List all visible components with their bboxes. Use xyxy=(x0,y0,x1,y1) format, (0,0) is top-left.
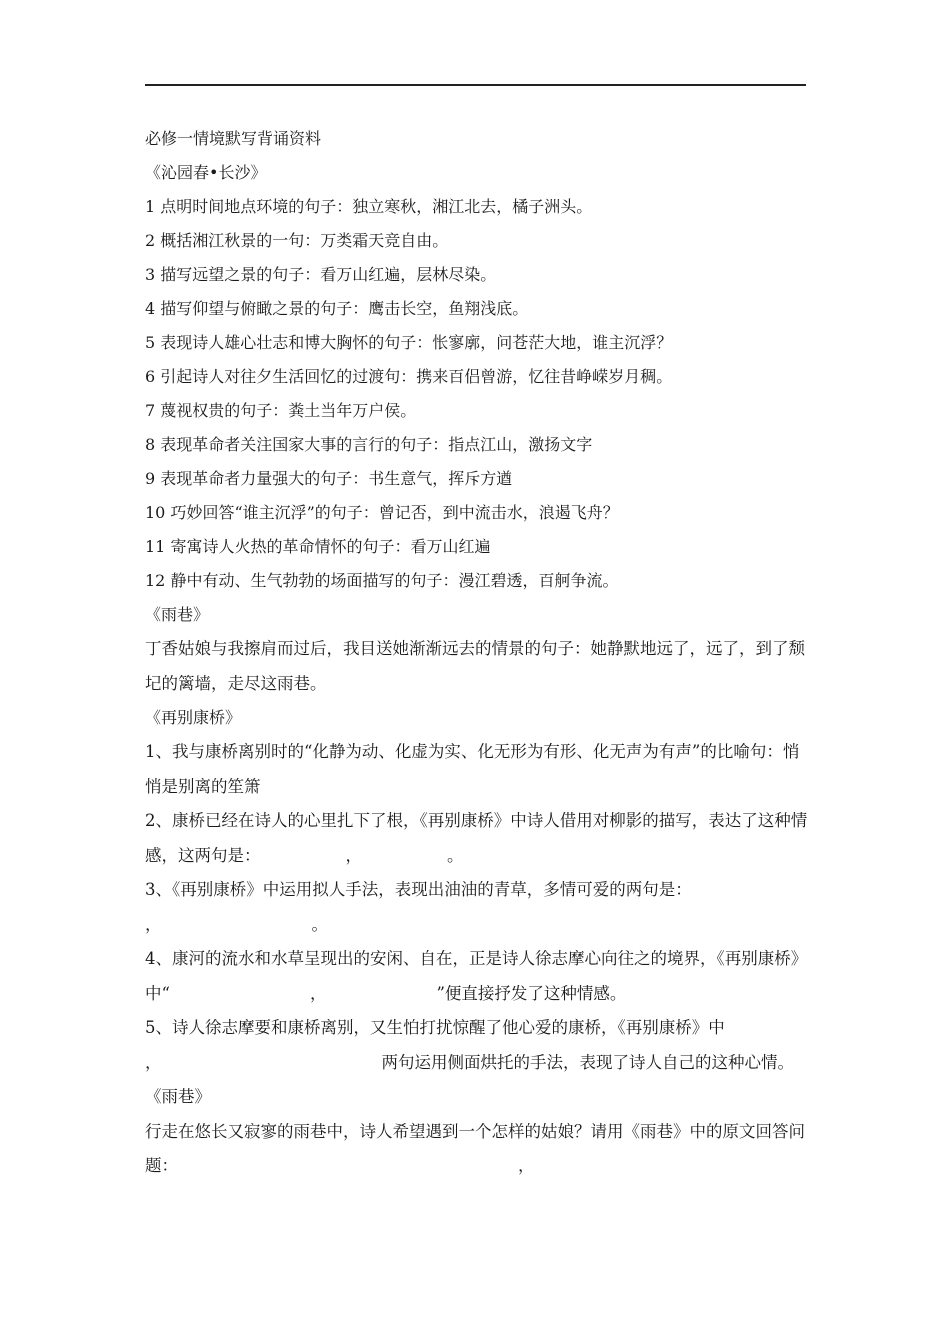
list-item: 10 巧妙回答“谁主沉浮”的句子：曾记否，到中流击水，浪遏飞舟？ xyxy=(145,503,619,522)
blank-separator: ， xyxy=(309,983,327,1003)
question-3 xyxy=(145,873,810,942)
paragraph-yuxiang: 丁香姑娘与我擦肩而过后，我目送她渐渐远去的情景的句子：她静默地远了，远了，到了颓圮的篱墙，走尽这雨巷。 xyxy=(145,639,805,693)
question-text: 行走在悠长又寂寥的雨巷中，诗人希望遇到一个怎样的姑娘？请用《雨巷》中的原文回答问题： xyxy=(145,1121,805,1175)
question-text: 3、《再别康桥》中运用拟人手法，表现出油油的青草，多情可爱的两句是： xyxy=(145,880,692,899)
list-item: 4 描写仰望与俯瞰之景的句子：鹰击长空，鱼翔浅底。 xyxy=(145,299,529,318)
list-item: 3 描写远望之景的句子：看万山红遍，层林尽染。 xyxy=(145,265,497,284)
blank-separator: ， xyxy=(145,914,162,934)
list-item: 1 点明时间地点环境的句子：独立寒秋，湘江北去，橘子洲头。 xyxy=(145,197,593,216)
question-text: 4、康河的流水和水草呈现出的安闲、自在，正是诗人徐志摩心向往之的境界，《再别康桥》中“ xyxy=(145,949,808,1003)
question-text-end: ”便直接抒发了这种情感。 xyxy=(436,983,627,1003)
list-item: 9 表现革命者力量强大的句子：书生意气，挥斥方遒 xyxy=(145,469,513,488)
blank-separator: ， xyxy=(145,1052,162,1072)
list-item: 8 表现革命者关注国家大事的言行的句子：指点江山，激扬文字 xyxy=(145,435,593,454)
question-yuxiang xyxy=(145,1115,810,1184)
question-5 xyxy=(145,1011,810,1115)
document-title: 必修一情境默写背诵资料 xyxy=(145,129,322,148)
blank-separator: ， xyxy=(518,1156,535,1175)
section-title-qinyuanchun: 《沁园春•长沙》 xyxy=(145,163,267,182)
blank-end: 。 xyxy=(311,914,328,934)
list-item: 12 静中有动、生气勃勃的场面描写的句子：漫江碧透，百舸争流。 xyxy=(145,571,619,590)
section-title-zaibiekangqiao: 《再别康桥》 xyxy=(145,708,242,727)
list-item: 5 表现诗人雄心壮志和博大胸怀的句子：怅寥廓，问苍茫大地，谁主沉浮？ xyxy=(145,333,673,352)
list-item: 11 寄寓诗人火热的革命情怀的句子：看万山红遍 xyxy=(145,537,491,556)
list-item: 6 引起诗人对往夕生活回忆的过渡句：携来百侣曾游，忆往昔峥嵘岁月稠。 xyxy=(145,367,673,386)
document-body xyxy=(145,122,810,1184)
list-item: 2 概括湘江秋景的一句：万类霜天竞自由。 xyxy=(145,231,449,250)
question-text-end: 两句运用侧面烘托的手法，表现了诗人自己的这种心情。《雨巷》 xyxy=(145,1052,794,1106)
section-title-yuxiang: 《雨巷》 xyxy=(145,605,210,624)
question-2 xyxy=(145,804,810,873)
question-text: 5、诗人徐志摩要和康桥离别，又生怕打扰惊醒了他心爱的康桥，《再别康桥》中 xyxy=(145,1018,725,1037)
blank-end: 。 xyxy=(447,845,464,865)
header-rule xyxy=(145,84,806,86)
list-item: 7 蔑视权贵的句子：粪土当年万户侯。 xyxy=(145,401,417,420)
blank-separator: ， xyxy=(345,845,362,865)
question-1: 1、我与康桥离别时的“化静为动、化虚为实、化无形为有形、化无声为有声”的比喻句：悄悄是别离的笙箫 xyxy=(145,742,800,796)
question-text: 2、康桥已经在诗人的心里扎下了根，《再别康桥》中诗人借用对柳影的描写，表达了这种情感，这两句是： xyxy=(145,811,808,865)
question-4 xyxy=(145,942,810,1011)
